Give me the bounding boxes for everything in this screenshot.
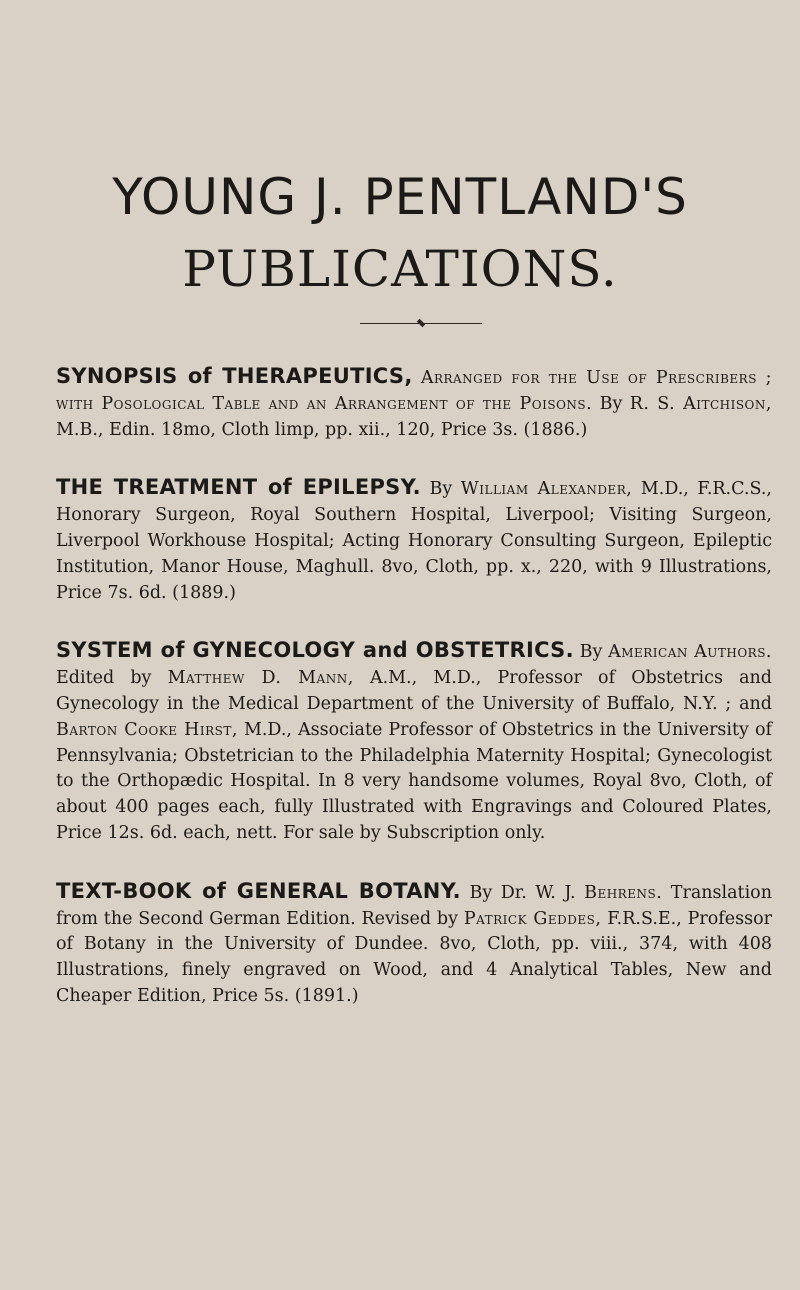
entry-details: A.M., M.D., Professor of Obstetrics and Gynecology in the Medical Department of the University of Buffalo, N.Y. ; and [56,668,772,714]
entry-author: William Alexander, [460,479,633,500]
entry-author: American Authors. [608,642,772,663]
entry-details: F.R.S.E., Professor of Botany in the University of Dundee. 8vo, Cloth, pp. viii., 374, with 408 Illustrations, finely engraved on Wood, and 4 Analytical Tables, New and Cheaper Edition, Price 5s. (1891.) [56,908,772,1006]
entry-details: M.D., F.R.C.S., Honorary Surgeon, Royal Southern Hospital, Liverpool; Visiting Surgeon, Liverpool Workhouse Hospital; Acting Honorary Consulting Surgeon, Epileptic Institution, Manor House, Maghull. 8vo, Cloth, pp. x., 220, with 9 Illustrations, Price 7s. 6d. (1889.) [56,479,772,603]
entry-details: M.B., Edin. 18mo, Cloth limp, pp. xii., 120, Price 3s. (1886.) [56,419,588,440]
entry-title: SYNOPSIS of THERAPEUTICS, [56,364,413,388]
heading-line-1: YOUNG J. PENTLAND'S [112,168,688,226]
entry-by: By Dr. W. J. [469,882,576,903]
entry-by: By [599,393,623,414]
heading-line-2: PUBLICATIONS. [182,240,618,298]
entry-author: Behrens. [584,882,663,903]
diamond-icon [417,319,425,327]
publication-entry-botany [56,879,772,1010]
entry-title: SYSTEM of GYNECOLOGY and OBSTETRICS. [56,638,574,663]
entry-editor-2: Barton Cooke Hirst, [56,719,238,740]
publication-entry-gynecology [56,638,772,846]
publication-list [56,364,772,1042]
entry-editor: Matthew D. Mann, [167,668,354,689]
entry-edited-by: Edited by [56,668,152,689]
entry-subtitle: Arranged for the Use of Prescribers ; with Posological Table and an Arrangement of the Poisons. [56,368,772,414]
entry-by: By [429,479,453,500]
entry-author: R. S. Aitchison, [629,393,772,414]
entry-title: TEXT-BOOK of GENERAL BOTANY. [56,878,461,903]
publication-entry-epilepsy [56,475,772,606]
entry-translation: Translation from the Second German Edition. Revised by [56,882,772,929]
publication-entry-therapeutics [56,364,772,443]
entry-title: THE TREATMENT of EPILEPSY. [56,475,421,500]
entry-by: By [579,642,603,663]
entry-details-2: M.D., Associate Professor of Obstetrics in the University of Pennsylvania; Obstetrician to the Philadelphia Maternity Hospital; Gynecologist to the Orthopædic Hospital. In 8 very handsome volumes, Royal 8vo, Cloth, of about 400 pages each, fully Illustrated with Engravings and Coloured Plates, Price 12s. 6d. each, nett. For sale by Subscription only. [56,719,772,843]
entry-editor: Patrick Geddes, [463,908,602,929]
